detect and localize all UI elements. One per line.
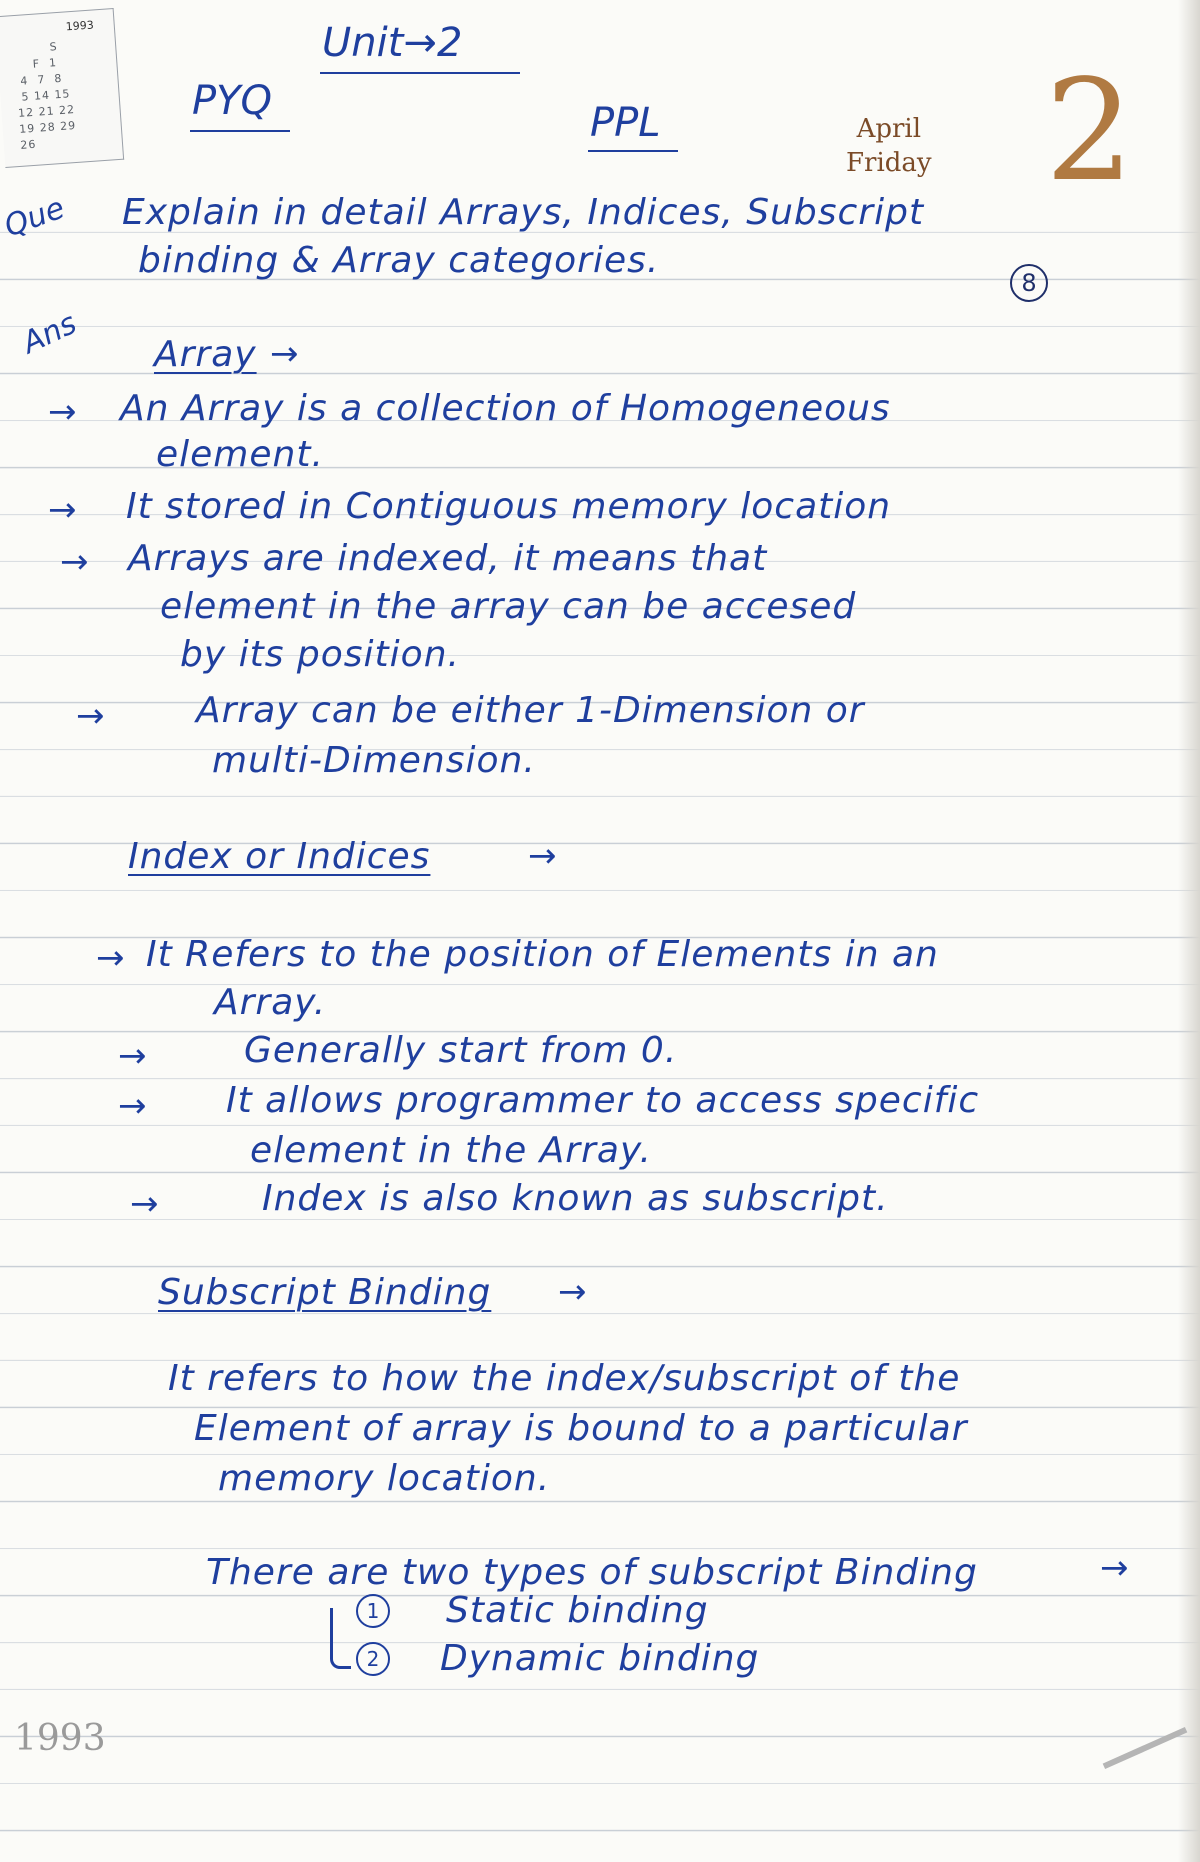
bullet-arrow: → bbox=[60, 542, 89, 582]
date-month: April bbox=[856, 114, 922, 144]
binding-type-number-text: 1 bbox=[366, 1599, 380, 1623]
index-line: Array. bbox=[214, 982, 327, 1023]
binding-types-arrow: → bbox=[1100, 1548, 1129, 1588]
ppl-title: PPL bbox=[590, 100, 661, 146]
marks-badge: 8 bbox=[1010, 264, 1048, 302]
array-line: It stored in Contiguous memory location bbox=[126, 486, 892, 527]
bullet-arrow: → bbox=[76, 696, 105, 736]
bullet-arrow: → bbox=[118, 1036, 147, 1076]
array-line: Arrays are indexed, it means that bbox=[128, 538, 768, 579]
index-line: Generally start from 0. bbox=[244, 1030, 678, 1071]
array-line: element in the array can be accesed bbox=[160, 586, 857, 627]
ppl-underline bbox=[588, 150, 678, 152]
date-weekday: Friday bbox=[846, 148, 932, 178]
date-day-number: 2 bbox=[1045, 50, 1135, 213]
bullet-arrow: → bbox=[118, 1086, 147, 1126]
array-line: Array can be either 1-Dimension or bbox=[196, 690, 865, 731]
unit-title: Unit→2 bbox=[322, 20, 463, 66]
bullet-arrow: → bbox=[96, 938, 125, 978]
calendar-row: F 1 bbox=[9, 56, 58, 73]
unit-underline bbox=[320, 72, 520, 74]
subscript-line: memory location. bbox=[218, 1458, 551, 1499]
question-marker: Que bbox=[0, 190, 70, 245]
bullet-arrow: → bbox=[130, 1184, 159, 1224]
array-heading: Array bbox=[154, 334, 257, 375]
index-line: It allows programmer to access specific bbox=[226, 1080, 980, 1121]
footer-year: 1993 bbox=[14, 1718, 106, 1759]
calendar-row: 26 bbox=[15, 135, 64, 153]
index-heading: Index or Indices bbox=[128, 836, 431, 877]
pyq-title: PYQ bbox=[192, 78, 273, 124]
array-line: multi-Dimension. bbox=[212, 740, 536, 781]
index-line: element in the Array. bbox=[250, 1130, 652, 1171]
array-line: element. bbox=[156, 434, 324, 475]
calendar-year: 1993 bbox=[65, 18, 95, 34]
binding-type-item: Static binding bbox=[446, 1590, 709, 1631]
array-line: An Array is a collection of Homogeneous bbox=[120, 388, 891, 429]
calendar-row: 12 21 22 bbox=[13, 102, 76, 121]
pyq-underline bbox=[190, 130, 290, 132]
binding-types-bracket bbox=[330, 1608, 351, 1669]
subscript-heading: Subscript Binding bbox=[158, 1272, 492, 1313]
bullet-arrow: → bbox=[48, 490, 77, 530]
array-line: by its position. bbox=[180, 634, 460, 675]
binding-type-item: Dynamic binding bbox=[440, 1638, 760, 1679]
answer-marker: Ans bbox=[17, 305, 82, 362]
question-line-2: binding & Array categories. bbox=[138, 240, 660, 281]
binding-type-number bbox=[356, 1594, 390, 1628]
pencil-stroke bbox=[1103, 1727, 1188, 1769]
question-line-1: Explain in detail Arrays, Indices, Subscript bbox=[122, 192, 925, 233]
calendar-row: S bbox=[8, 40, 59, 57]
calendar-row: 4 7 8 bbox=[10, 71, 63, 89]
subscript-line: It refers to how the index/subscript of the bbox=[168, 1358, 961, 1399]
subscript-heading-arrow: → bbox=[558, 1272, 587, 1312]
subscript-line: Element of array is bound to a particular bbox=[194, 1408, 968, 1449]
calendar-row: 5 14 15 bbox=[12, 87, 71, 105]
index-line: Index is also known as subscript. bbox=[262, 1178, 889, 1219]
index-heading-arrow: → bbox=[528, 836, 557, 876]
mini-calendar bbox=[0, 8, 124, 168]
binding-type-number bbox=[356, 1642, 390, 1676]
binding-type-number-text: 2 bbox=[366, 1647, 380, 1671]
subscript-line: There are two types of subscript Binding bbox=[206, 1552, 978, 1593]
calendar-rows bbox=[9, 38, 78, 154]
calendar-row: 19 28 29 bbox=[14, 118, 77, 137]
array-heading-arrow: → bbox=[270, 334, 299, 374]
index-line: It Refers to the position of Elements in an bbox=[146, 934, 939, 975]
page-edge-shadow bbox=[1178, 0, 1200, 1862]
printed-date bbox=[846, 112, 932, 180]
page-header-band bbox=[0, 0, 1200, 186]
bullet-arrow: → bbox=[48, 392, 77, 432]
